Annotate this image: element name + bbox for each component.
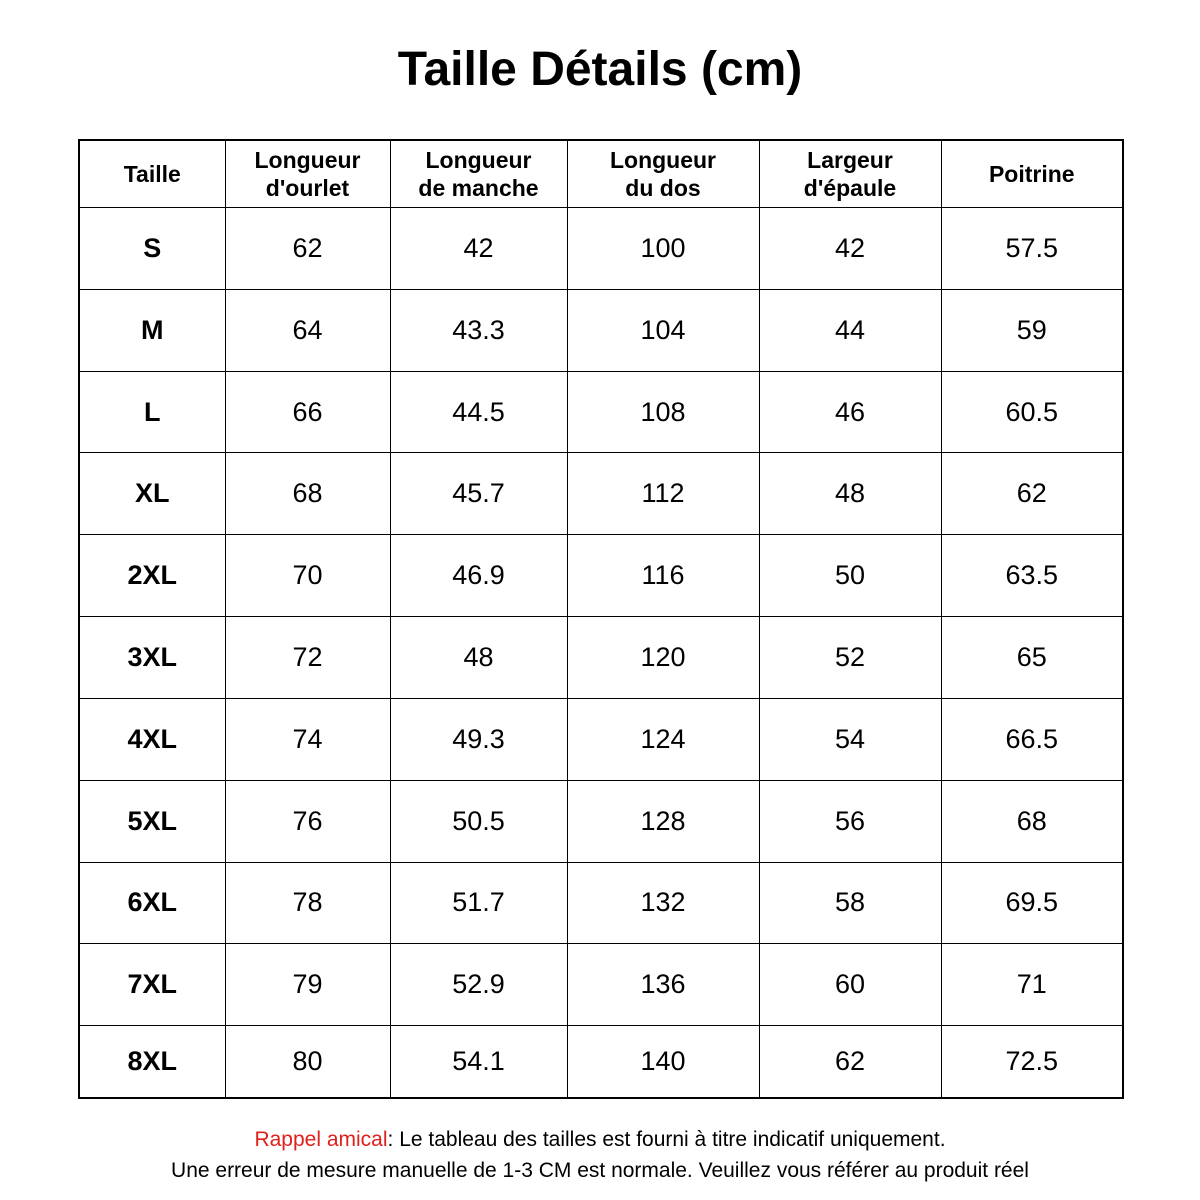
table-cell: 63.5 <box>941 535 1123 617</box>
table-cell: 128 <box>567 780 759 862</box>
page-title: Taille Détails (cm) <box>397 43 803 96</box>
table-cell: 56 <box>759 780 941 862</box>
footer-line-2: Une erreur de mesure manuelle de 1-3 CM est normale. Veuillez vous référer au produit réel <box>171 1159 1029 1182</box>
table-cell: 48 <box>759 453 941 535</box>
table-cell: 44 <box>759 289 941 371</box>
table-cell: 59 <box>941 289 1123 371</box>
size-cell: 7XL <box>79 944 225 1026</box>
table-cell: 58 <box>759 862 941 944</box>
table-cell: 140 <box>567 1026 759 1098</box>
table-cell: 48 <box>390 617 567 699</box>
size-cell: 4XL <box>79 698 225 780</box>
note-label: Rappel amical <box>254 1128 388 1151</box>
size-cell: XL <box>79 453 225 535</box>
table-cell: 62 <box>225 208 390 290</box>
table-cell: 68 <box>941 780 1123 862</box>
size-cell: 8XL <box>79 1026 225 1098</box>
table-cell: 74 <box>225 698 390 780</box>
table-cell: 50.5 <box>390 780 567 862</box>
table-cell: 50 <box>759 535 941 617</box>
table-cell: 108 <box>567 371 759 453</box>
table-cell: 54 <box>759 698 941 780</box>
table-row <box>79 780 1123 862</box>
table-cell: 46.9 <box>390 535 567 617</box>
table-cell: 72.5 <box>941 1026 1123 1098</box>
size-cell: M <box>79 289 225 371</box>
size-cell: S <box>79 208 225 290</box>
table-cell: 80 <box>225 1026 390 1098</box>
table-row <box>79 453 1123 535</box>
footer-note <box>0 1124 1200 1186</box>
table-cell: 45.7 <box>390 453 567 535</box>
table-cell: 76 <box>225 780 390 862</box>
table-cell: 72 <box>225 617 390 699</box>
header-poitrine: Poitrine <box>941 140 1123 208</box>
table-cell: 100 <box>567 208 759 290</box>
size-cell: 2XL <box>79 535 225 617</box>
table-cell: 104 <box>567 289 759 371</box>
table-cell: 54.1 <box>390 1026 567 1098</box>
table-cell: 49.3 <box>390 698 567 780</box>
table-cell: 57.5 <box>941 208 1123 290</box>
header-longueur-ourlet: Longueur d'ourlet <box>225 140 390 208</box>
table-cell: 69.5 <box>941 862 1123 944</box>
table-cell: 66 <box>225 371 390 453</box>
size-cell: 6XL <box>79 862 225 944</box>
footer-line-1 <box>0 1124 1200 1155</box>
table-cell: 78 <box>225 862 390 944</box>
table-cell: 44.5 <box>390 371 567 453</box>
table-cell: 70 <box>225 535 390 617</box>
table-row <box>79 862 1123 944</box>
table-cell: 51.7 <box>390 862 567 944</box>
table-cell: 60 <box>759 944 941 1026</box>
table-row <box>79 208 1123 290</box>
header-longueur-dos: Longueur du dos <box>567 140 759 208</box>
table-cell: 136 <box>567 944 759 1026</box>
table-row <box>79 535 1123 617</box>
table-row <box>79 944 1123 1026</box>
table-row <box>79 1026 1123 1098</box>
table-cell: 42 <box>759 208 941 290</box>
header-largeur-epaule: Largeur d'épaule <box>759 140 941 208</box>
table-cell: 64 <box>225 289 390 371</box>
table-cell: 62 <box>759 1026 941 1098</box>
table-cell: 79 <box>225 944 390 1026</box>
table-cell: 68 <box>225 453 390 535</box>
table-cell: 112 <box>567 453 759 535</box>
table-row <box>79 698 1123 780</box>
table-cell: 71 <box>941 944 1123 1026</box>
table-cell: 120 <box>567 617 759 699</box>
table-cell: 116 <box>567 535 759 617</box>
table-header-row <box>79 140 1123 208</box>
header-longueur-manche: Longueur de manche <box>390 140 567 208</box>
note-text: : Le tableau des tailles est fourni à titre indicatif uniquement. <box>387 1128 946 1151</box>
size-chart-table <box>78 139 1124 1099</box>
table-row <box>79 289 1123 371</box>
table-row <box>79 617 1123 699</box>
table-cell: 52.9 <box>390 944 567 1026</box>
header-taille: Taille <box>79 140 225 208</box>
size-cell: 5XL <box>79 780 225 862</box>
table-cell: 46 <box>759 371 941 453</box>
table-cell: 62 <box>941 453 1123 535</box>
table-row <box>79 371 1123 453</box>
table-cell: 124 <box>567 698 759 780</box>
size-cell: L <box>79 371 225 453</box>
table-cell: 132 <box>567 862 759 944</box>
size-cell: 3XL <box>79 617 225 699</box>
table-cell: 65 <box>941 617 1123 699</box>
table-cell: 43.3 <box>390 289 567 371</box>
table-cell: 42 <box>390 208 567 290</box>
table-cell: 66.5 <box>941 698 1123 780</box>
table-cell: 52 <box>759 617 941 699</box>
table-cell: 60.5 <box>941 371 1123 453</box>
